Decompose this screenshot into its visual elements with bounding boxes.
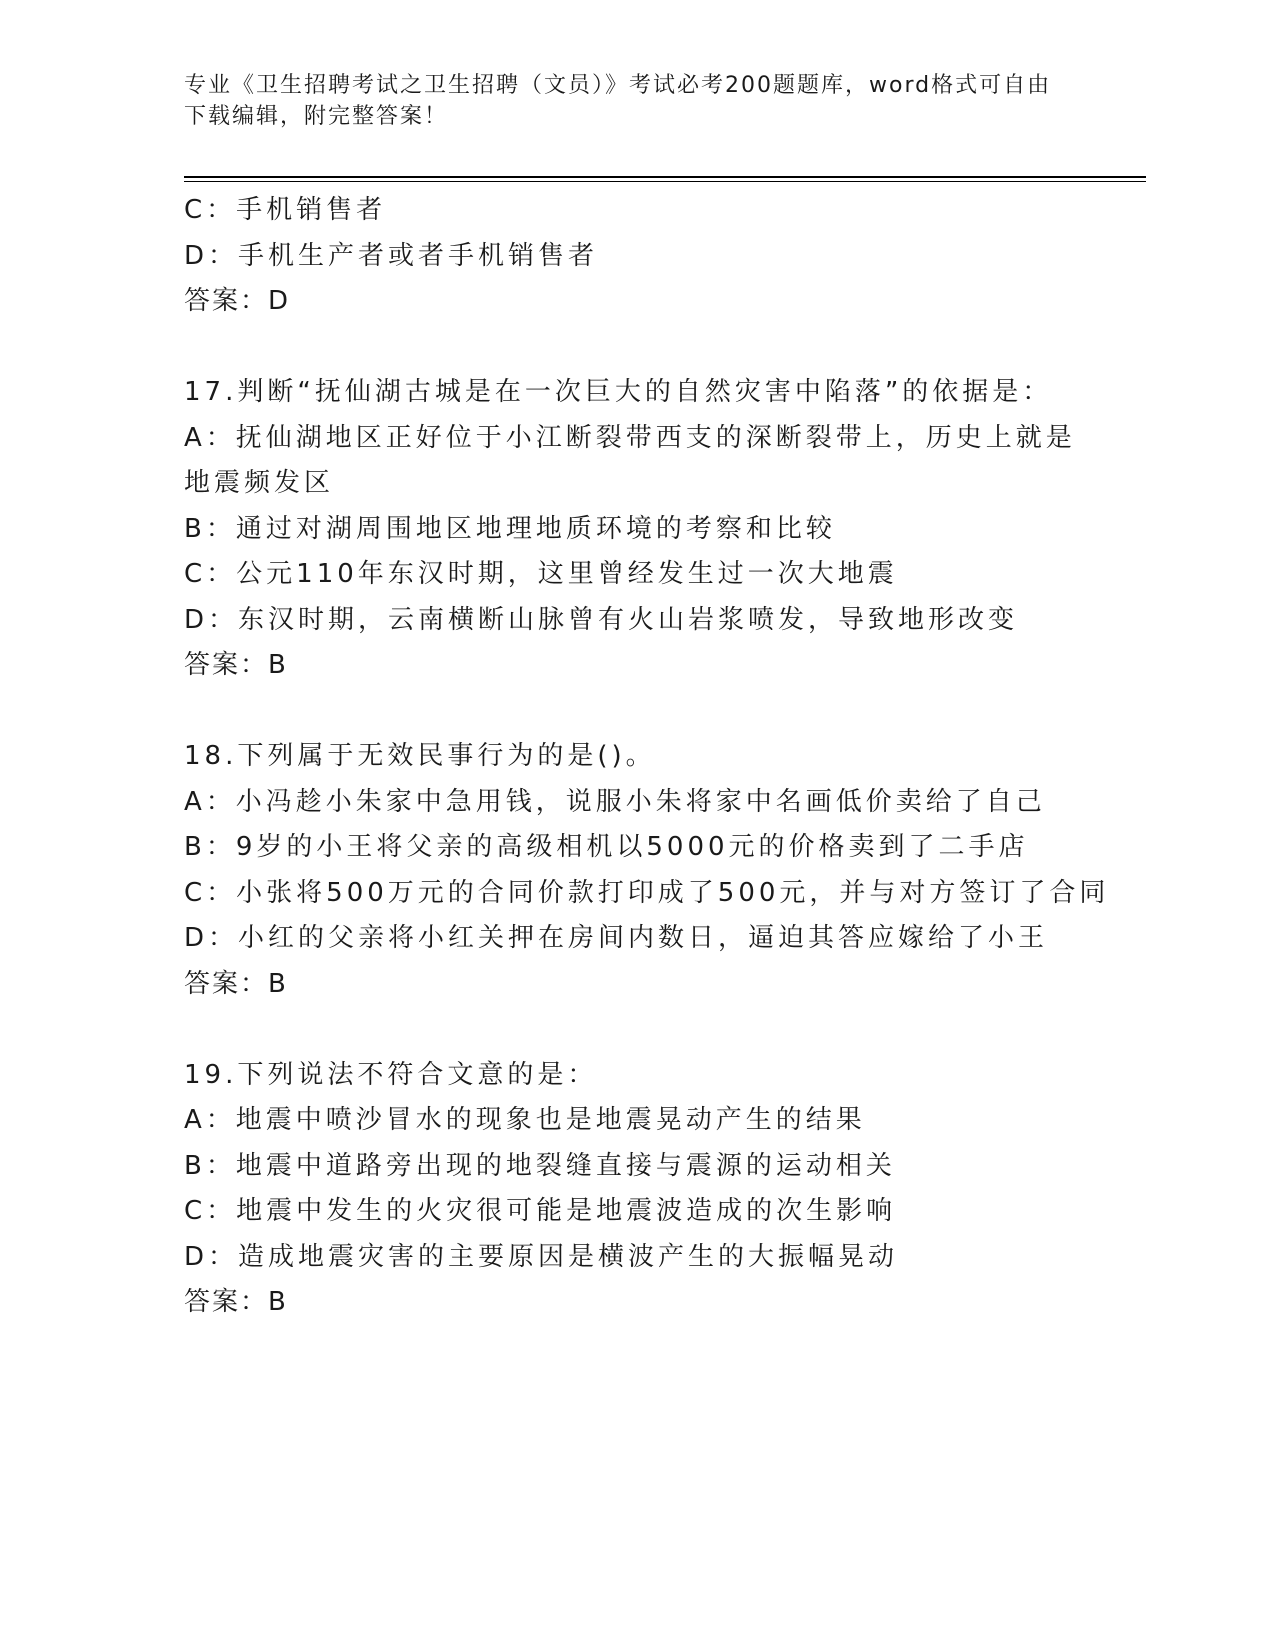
answer-line: 答案：B bbox=[184, 650, 288, 680]
header-divider-thin bbox=[184, 181, 1146, 182]
option-a: A：小冯趁小朱家中急用钱，说服小朱将家中名画低价卖给了自己 bbox=[184, 786, 1046, 817]
option-d: D：手机生产者或者手机销售者 bbox=[184, 240, 599, 271]
option-c: C：手机销售者 bbox=[184, 195, 387, 225]
option-b: B：地震中道路旁出现的地裂缝直接与震源的运动相关 bbox=[184, 1150, 896, 1181]
answer-line: 答案：B bbox=[184, 968, 288, 999]
question-16-continuation bbox=[184, 188, 1104, 325]
option-b: B：9岁的小王将父亲的高级相机以5000元的价格卖到了二手店 bbox=[184, 832, 1029, 862]
question-19 bbox=[184, 1053, 1104, 1326]
question-content bbox=[184, 188, 1110, 1326]
question-stem: 18.下列属于无效民事行为的是()。 bbox=[184, 741, 656, 771]
question-stem: 17.判断“抚仙湖古城是在一次巨大的自然灾害中陷落”的依据是： bbox=[184, 377, 1053, 407]
question-stem: 19.下列说法不符合文意的是： bbox=[184, 1059, 598, 1090]
option-d: D：造成地震灾害的主要原因是横波产生的大振幅晃动 bbox=[184, 1241, 899, 1272]
answer-line: 答案：D bbox=[184, 286, 291, 316]
option-c: C：小张将500万元的合同价款打印成了500元，并与对方签订了合同 bbox=[184, 877, 1110, 908]
option-c: C：公元110年东汉时期，这里曾经发生过一次大地震 bbox=[184, 559, 898, 589]
question-17 bbox=[184, 370, 1104, 689]
option-a: A：地震中喷沙冒水的现象也是地震晃动产生的结果 bbox=[184, 1105, 866, 1135]
option-b: B：通过对湖周围地区地理地质环境的考察和比较 bbox=[184, 513, 836, 544]
spacer bbox=[184, 1007, 1104, 1053]
question-18 bbox=[184, 734, 1110, 1007]
option-c: C：地震中发生的火灾很可能是地震波造成的次生影响 bbox=[184, 1196, 897, 1226]
option-d: D：小红的父亲将小红关押在房间内数日，逼迫其答应嫁给了小王 bbox=[184, 923, 1049, 953]
answer-line: 答案：B bbox=[184, 1287, 288, 1317]
header-divider-thick bbox=[184, 176, 1146, 178]
spacer bbox=[184, 325, 1104, 371]
option-a: A：抚仙湖地区正好位于小江断裂带西支的深断裂带上，历史上就是地震频发区 bbox=[184, 422, 1076, 498]
page-header: 专业《卫生招聘考试之卫生招聘（文员）》考试必考200题题库，word格式可自由下载编辑，附完整答案！ bbox=[184, 73, 1052, 129]
spacer bbox=[184, 689, 1104, 735]
option-d: D：东汉时期，云南横断山脉曾有火山岩浆喷发，导致地形改变 bbox=[184, 604, 1019, 635]
